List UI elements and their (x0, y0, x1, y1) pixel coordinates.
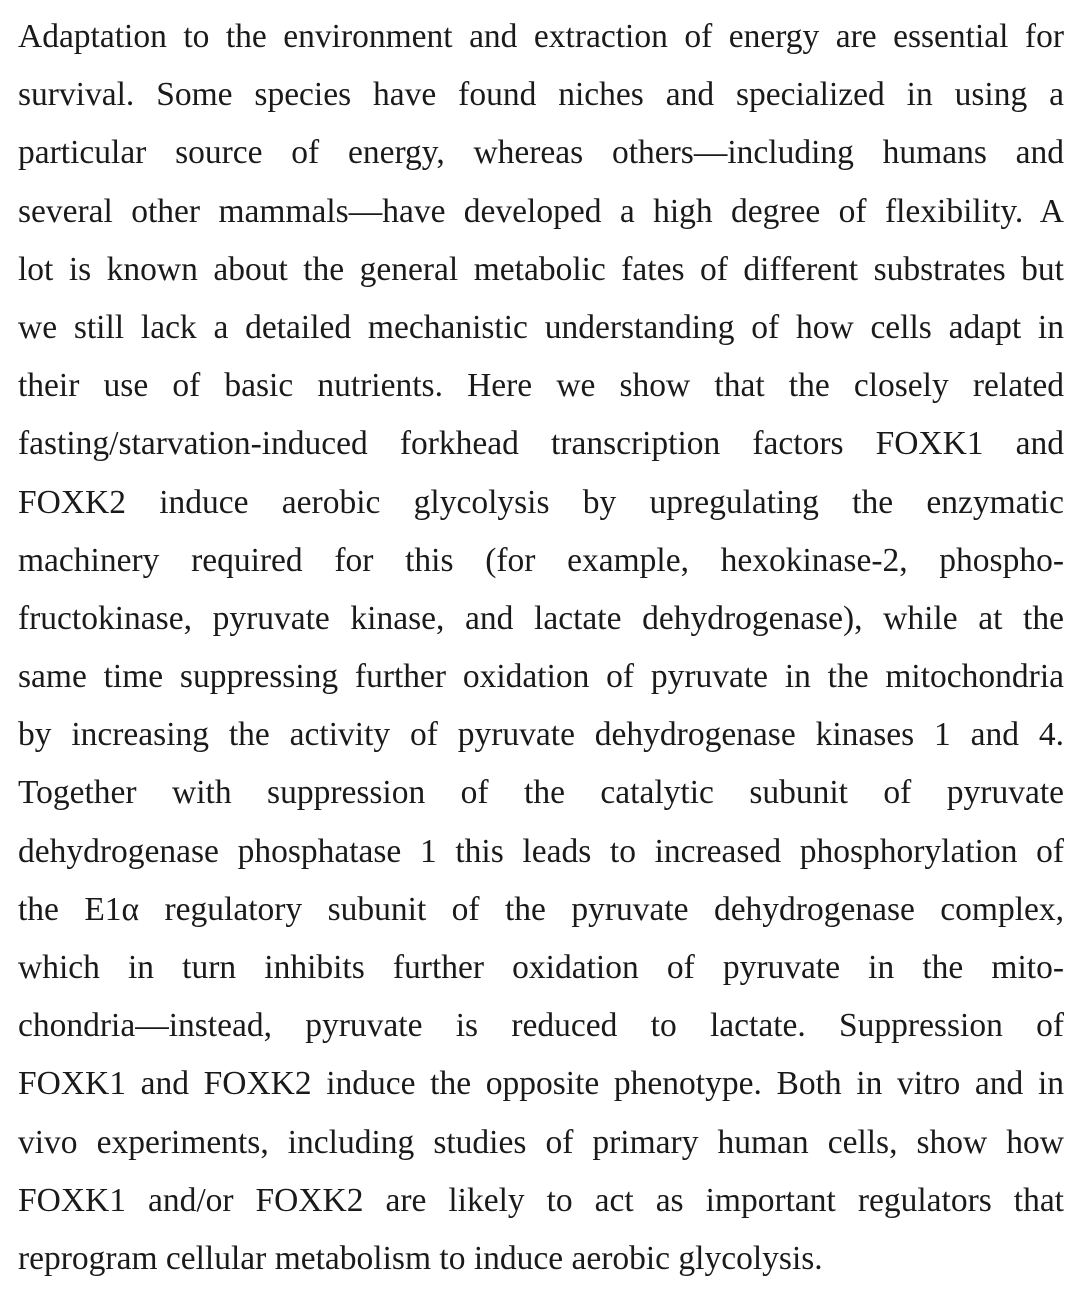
text-line: we still lack a detailed mechanistic understanding of how cells adapt in (18, 308, 1064, 346)
text-line: the E1α regulatory subunit of the pyruvate dehydrogenase complex, (18, 890, 1064, 928)
text-line: reprogram cellular metabolism to induce aerobic glycolysis. (18, 1239, 823, 1277)
text-line: lot is known about the general metabolic fates of different substrates but (18, 250, 1064, 288)
text-line: FOXK1 and/or FOXK2 are likely to act as important regulators that (18, 1181, 1064, 1219)
text-line: their use of basic nutrients. Here we show that the closely related (18, 367, 1064, 405)
text-line: dehydrogenase phosphatase 1 this leads to increased phosphorylation of (18, 832, 1064, 870)
text-line: FOXK2 induce aerobic glycolysis by upregulating the enzymatic (18, 483, 1064, 521)
text-line: same time suppressing further oxidation of pyruvate in the mitochondria (18, 658, 1064, 696)
text-line: which in turn inhibits further oxidation of pyruvate in the mito- (18, 949, 1064, 986)
text-line: machinery required for this (for example, hexokinase-2, phospho- (18, 541, 1064, 579)
text-line: fasting/starvation-induced forkhead transcription factors FOXK1 and (18, 425, 1064, 463)
text-line: by increasing the activity of pyruvate dehydrogenase kinases 1 and 4. (18, 716, 1064, 754)
text-line: fructokinase, pyruvate kinase, and lactate dehydrogenase), while at the (18, 599, 1064, 637)
text-line: Together with suppression of the catalytic subunit of pyruvate (18, 774, 1064, 812)
text-line: survival. Some species have found niches and specialized in using a (18, 76, 1064, 114)
text-line: Adaptation to the environment and extraction of energy are essential for (18, 18, 1064, 55)
text-line: several other mammals—have developed a high degree of flexibility. A (18, 192, 1064, 230)
text-line: vivo experiments, including studies of primary human cells, show how (18, 1123, 1064, 1161)
text-line: chondria—instead, pyruvate is reduced to lactate. Suppression of (18, 1007, 1064, 1045)
abstract-paragraph (18, 12, 1064, 1292)
text-line: FOXK1 and FOXK2 induce the opposite phenotype. Both in vitro and in (18, 1065, 1064, 1103)
text-line: particular source of energy, whereas others—including humans and (18, 134, 1064, 172)
